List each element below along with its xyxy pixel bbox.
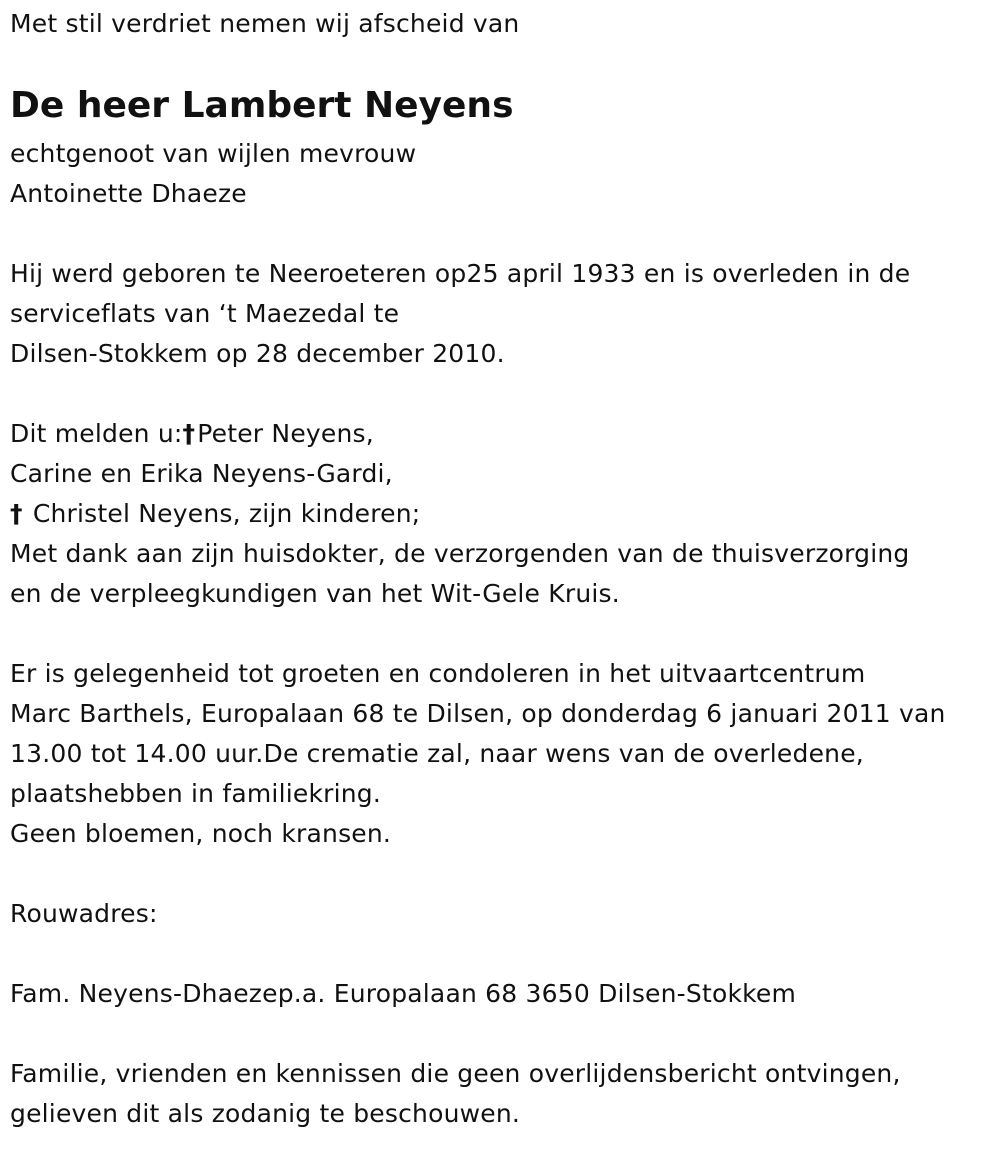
spouse-line-2: Antoinette Dhaeze — [10, 179, 247, 208]
visit-line-1: Er is gelegenheid tot groeten en condoleren in het uitvaartcentrum — [10, 659, 866, 688]
birth-line-1: Hij werd geboren te Neeroeteren op25 april 1933 en is overleden in de — [10, 259, 911, 288]
intro-line: Met stil verdriet nemen wij afscheid van — [10, 9, 520, 38]
thanks-line-2: en de verpleegkundigen van het Wit-Gele Kruis. — [10, 579, 620, 608]
announce-prefix: Dit melden u: — [10, 419, 183, 448]
announce-line-3 — [10, 494, 420, 534]
cross-icon: † — [182, 419, 196, 448]
cross-icon: † — [10, 499, 23, 528]
children-line-2: Carine en Erika Neyens-Gardi, — [10, 459, 393, 488]
visit-line-5: Geen bloemen, noch kransen. — [10, 819, 392, 848]
deceased-name: De heer Lambert Neyens — [10, 85, 514, 126]
address: Fam. Neyens-Dhaezep.a. Europalaan 68 3650 Dilsen-Stokkem — [10, 979, 797, 1008]
child-christel: Christel Neyens, zijn kinderen; — [32, 499, 421, 528]
thanks-line-1: Met dank aan zijn huisdokter, de verzorgenden van de thuisverzorging — [10, 539, 910, 568]
visit-line-2: Marc Barthels, Europalaan 68 te Dilsen, op donderdag 6 januari 2011 van — [10, 699, 946, 728]
visit-line-4: plaatshebben in familiekring. — [10, 779, 382, 808]
visit-line-3: 13.00 tot 14.00 uur.De crematie zal, naar wens van de overledene, — [10, 739, 864, 768]
birth-line-2: serviceflats van ‘t Maezedal te — [10, 299, 400, 328]
closing-line-2: gelieven dit als zodanig te beschouwen. — [10, 1099, 521, 1128]
birth-line-3: Dilsen-Stokkem op 28 december 2010. — [10, 339, 505, 368]
closing-line-1: Familie, vrienden en kennissen die geen overlijdensbericht ontvingen, — [10, 1059, 901, 1088]
address-label: Rouwadres: — [10, 899, 158, 928]
child-peter: Peter Neyens, — [197, 419, 374, 448]
spouse-line-1: echtgenoot van wijlen mevrouw — [10, 139, 417, 168]
announce-line-1 — [10, 414, 374, 454]
